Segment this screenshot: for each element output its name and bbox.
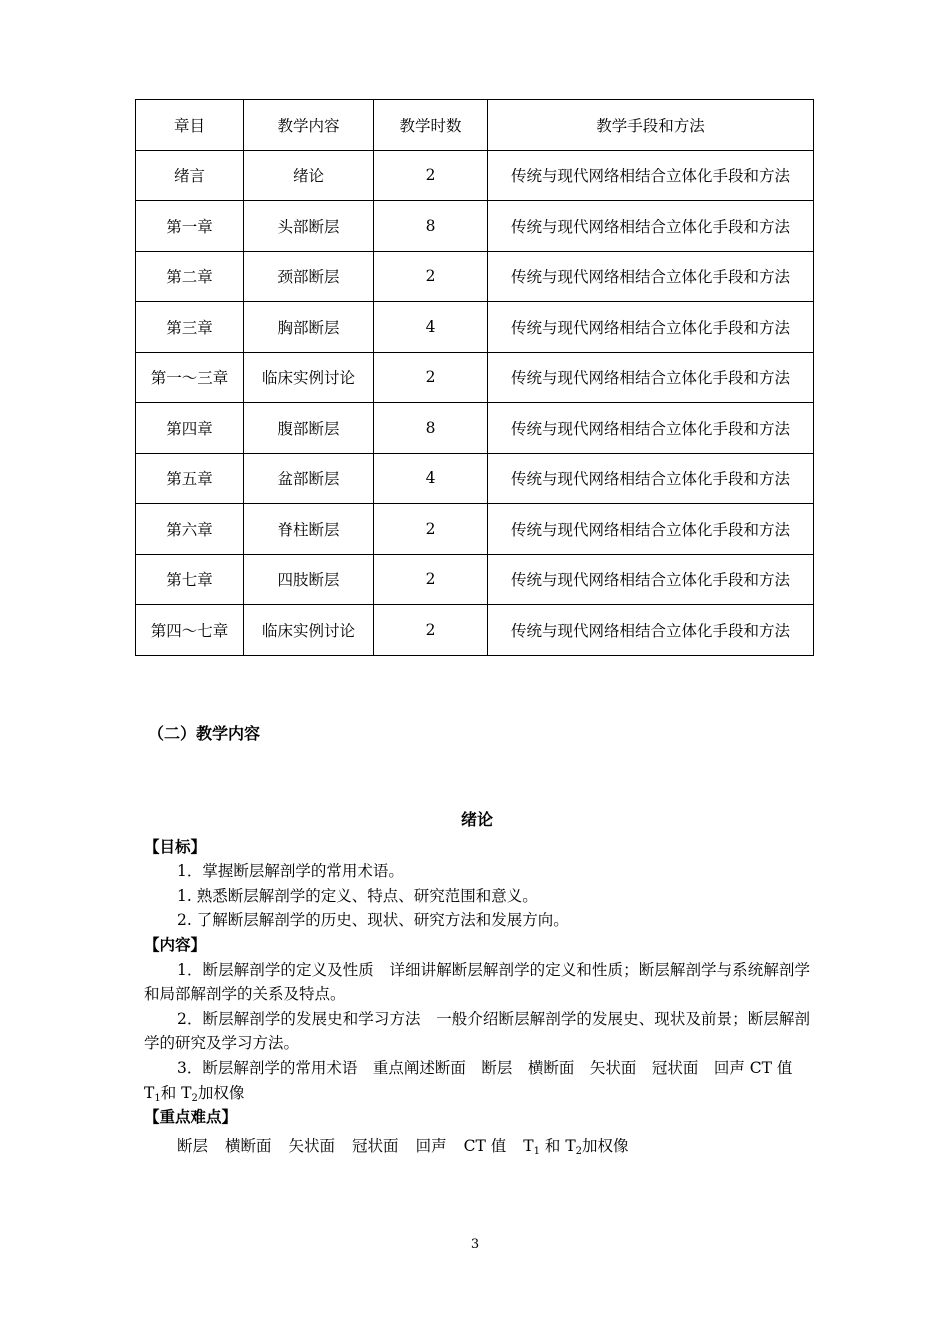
cell-hours: 8 <box>374 201 488 252</box>
teaching-schedule-table <box>135 99 814 656</box>
cell-hours: 2 <box>374 504 488 555</box>
cell-methods: 传统与现代网络相结合立体化手段和方法 <box>488 453 814 504</box>
cell-hours: 2 <box>374 352 488 403</box>
cell-chapter: 第一章 <box>136 201 244 252</box>
content-paragraph: 1．断层解剖学的定义及性质 详细讲解断层解剖学的定义和性质；断层解剖学与系统解剖学和局部解剖学的关系及特点。 <box>144 960 810 1004</box>
content-paragraph: 2．断层解剖学的发展史和学习方法 一般介绍断层解剖学的发展史、现状及前景；断层解剖学的研究及学习方法。 <box>144 1009 810 1053</box>
cell-content: 临床实例讨论 <box>244 352 374 403</box>
page-number: 3 <box>470 1237 480 1252</box>
key-terms <box>144 1134 810 1159</box>
cell-methods: 传统与现代网络相结合立体化手段和方法 <box>488 150 814 201</box>
cell-methods: 传统与现代网络相结合立体化手段和方法 <box>488 352 814 403</box>
cell-content: 盆部断层 <box>244 453 374 504</box>
cell-chapter: 第四章 <box>136 403 244 454</box>
section-heading: （二）教学内容 <box>148 724 261 743</box>
cell-hours: 2 <box>374 150 488 201</box>
t2-symbol <box>181 1084 198 1102</box>
table-row <box>136 251 814 302</box>
cell-chapter: 第一～三章 <box>136 352 244 403</box>
table-row <box>136 504 814 555</box>
cell-hours: 2 <box>374 605 488 656</box>
key-term: 冠状面 <box>352 1136 399 1155</box>
cell-chapter: 第四～七章 <box>136 605 244 656</box>
key-term: 断层 <box>177 1136 209 1155</box>
t1-subscript: 1 <box>154 1092 161 1104</box>
goal-item: 2. 了解断层解剖学的历史、现状、研究方法和发展方向。 <box>177 911 569 930</box>
key-t1-symbol <box>523 1137 540 1155</box>
goal-item: 1．掌握断层解剖学的常用术语。 <box>177 862 404 881</box>
table-header-row <box>136 100 814 151</box>
key-t2-base: T <box>565 1136 576 1155</box>
cell-methods: 传统与现代网络相结合立体化手段和方法 <box>488 251 814 302</box>
content-3-text: 3．断层解剖学的常用术语 重点阐述断面 断层 横断面 矢状面 冠状面 回声 CT 值 <box>177 1058 808 1077</box>
cell-methods: 传统与现代网络相结合立体化手段和方法 <box>488 302 814 353</box>
key-tail: 加权像 <box>582 1136 629 1155</box>
cell-hours: 2 <box>374 554 488 605</box>
content-label: 【内容】 <box>144 934 207 954</box>
key-t1-subscript: 1 <box>533 1145 540 1157</box>
table-row <box>136 453 814 504</box>
key-term: CT 值 <box>463 1136 507 1155</box>
cell-content: 四肢断层 <box>244 554 374 605</box>
header-hours: 教学时数 <box>374 100 488 151</box>
cell-content: 胸部断层 <box>244 302 374 353</box>
key-term: 矢状面 <box>288 1136 336 1155</box>
table-row <box>136 302 814 353</box>
table-row <box>136 554 814 605</box>
key-t2-symbol <box>565 1137 582 1155</box>
key-t2-subscript: 2 <box>575 1145 583 1157</box>
cell-hours: 4 <box>374 302 488 353</box>
table-body <box>136 150 814 655</box>
table-row <box>136 201 814 252</box>
cell-chapter: 第五章 <box>136 453 244 504</box>
content-paragraph <box>144 1056 810 1105</box>
key-term: 横断面 <box>225 1136 272 1155</box>
goals-label: 【目标】 <box>144 836 207 856</box>
cell-methods: 传统与现代网络相结合立体化手段和方法 <box>488 554 814 605</box>
cell-content: 脊柱断层 <box>244 504 374 555</box>
cell-content: 绪论 <box>244 150 374 201</box>
cell-chapter: 第三章 <box>136 302 244 353</box>
cell-content: 头部断层 <box>244 201 374 252</box>
t2-subscript: 2 <box>191 1092 198 1104</box>
key-and: 和 <box>544 1136 566 1155</box>
table-row <box>136 352 814 403</box>
cell-content: 颈部断层 <box>244 251 374 302</box>
key-t1-base: T <box>523 1136 534 1155</box>
header-content: 教学内容 <box>244 100 374 151</box>
intro-section <box>144 808 810 1158</box>
content-3-tail: 加权像 <box>197 1083 245 1102</box>
t1-symbol <box>144 1084 161 1102</box>
goal-item: 1. 熟悉断层解剖学的定义、特点、研究范围和意义。 <box>177 886 538 905</box>
cell-hours: 4 <box>374 453 488 504</box>
cell-hours: 2 <box>374 251 488 302</box>
cell-methods: 传统与现代网络相结合立体化手段和方法 <box>488 201 814 252</box>
and-text: 和 <box>160 1083 182 1102</box>
cell-chapter: 第六章 <box>136 504 244 555</box>
cell-chapter: 第二章 <box>136 251 244 302</box>
cell-methods: 传统与现代网络相结合立体化手段和方法 <box>488 504 814 555</box>
cell-methods: 传统与现代网络相结合立体化手段和方法 <box>488 605 814 656</box>
table-row <box>136 605 814 656</box>
cell-content: 腹部断层 <box>244 403 374 454</box>
cell-chapter: 绪言 <box>136 150 244 201</box>
t1-base: T <box>144 1083 155 1102</box>
cell-methods: 传统与现代网络相结合立体化手段和方法 <box>488 403 814 454</box>
intro-title: 绪论 <box>460 810 493 829</box>
table-row <box>136 403 814 454</box>
key-term: 回声 <box>415 1136 447 1155</box>
header-methods: 教学手段和方法 <box>488 100 814 151</box>
cell-chapter: 第七章 <box>136 554 244 605</box>
t2-base: T <box>181 1083 192 1102</box>
cell-content: 临床实例讨论 <box>244 605 374 656</box>
header-chapter: 章目 <box>136 100 244 151</box>
key-points-label: 【重点难点】 <box>144 1107 238 1127</box>
table-row <box>136 150 814 201</box>
cell-hours: 8 <box>374 403 488 454</box>
